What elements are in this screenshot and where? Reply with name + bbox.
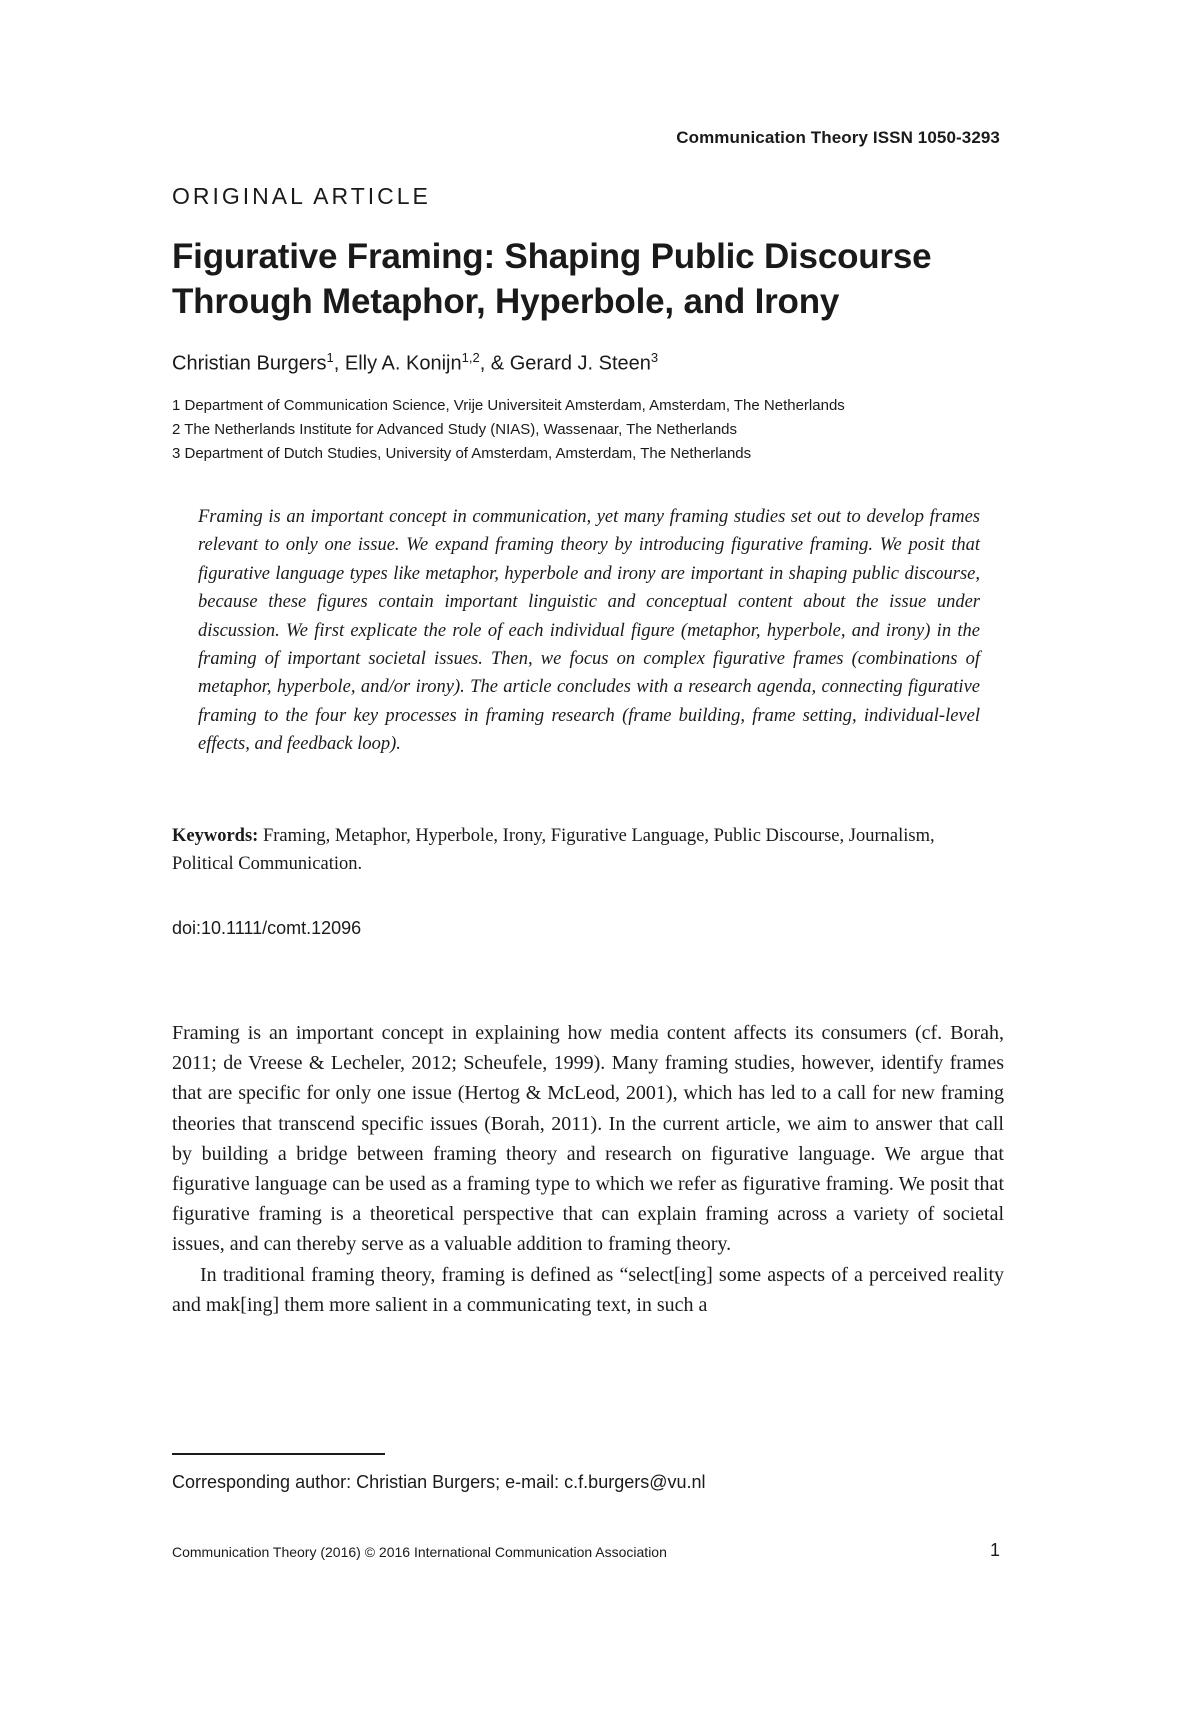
abstract: Framing is an important concept in communication, yet many framing studies set out to develop frames relevant to only one issue. We expand framing theory by introducing figurative framing. We posit that figurative language types like metaphor, hyperbole and irony are important in shaping public discourse, because these figures contain important linguistic and conceptual content about the issue under discussion. We first explicate the role of each individual figure (metaphor, hyperbole, and irony) in the framing of important societal issues. Then, we focus on complex figurative frames (combinations of metaphor, hyperbole, and/or irony). The article concludes with a research agenda, connecting figurative framing to the four key processes in framing research (frame building, frame setting, individual-level effects, and feedback loop).: [198, 507, 980, 755]
footer-citation: Communication Theory (2016) © 2016 International Communication Association: [172, 1544, 667, 1560]
affiliation: 2 The Netherlands Institute for Advanced Study (NIAS), Wassenaar, The Netherlands: [172, 421, 738, 438]
page-number: 1: [989, 1540, 1000, 1560]
body-text: [172, 1018, 1004, 1320]
author-name: Christian Burgers: [172, 352, 327, 375]
keywords-list: Framing, Metaphor, Hyperbole, Irony, Figurative Language, Public Discourse, Journalism, Political Communication.: [172, 826, 935, 874]
journal-header: Communication Theory ISSN 1050-3293: [676, 128, 1000, 147]
author-affiliation-marker: 1,2: [461, 350, 480, 365]
author-name: Gerard J. Steen: [509, 352, 651, 375]
affiliation: 1 Department of Communication Science, Vrije Universiteit Amsterdam, Amsterdam, The Netherlands: [172, 397, 845, 414]
body-paragraph: In traditional framing theory, framing is defined as “select[ing] some aspects of a perceived reality and mak[ing] them more salient in a communicating text, in such a: [172, 1263, 1004, 1316]
author-separator: , &: [479, 352, 510, 375]
footnote-divider: [172, 1453, 385, 1455]
author-separator: ,: [333, 352, 345, 375]
doi-link[interactable]: doi:10.1111/comt.12096: [172, 918, 362, 938]
author-affiliation-marker: 1: [326, 350, 334, 365]
author-list: [172, 350, 658, 376]
affiliation: 3 Department of Dutch Studies, University of Amsterdam, Amsterdam, The Netherlands: [172, 445, 752, 462]
keywords: [172, 822, 982, 878]
affiliation-list: [172, 394, 1032, 466]
author-name: Elly A. Konijn: [344, 352, 462, 375]
author-affiliation-marker: 3: [650, 350, 659, 365]
article-title: Figurative Framing: Shaping Public Discourse Through Metaphor, Hyperbole, and Irony: [172, 237, 932, 321]
corresponding-author-footnote: Corresponding author: Christian Burgers; e-mail: c.f.burgers@vu.nl: [172, 1472, 706, 1492]
body-paragraph: Framing is an important concept in explaining how media content affects its consumers (cf. Borah, 2011; de Vreese & Lecheler, 2012; Scheufele, 1999). Many framing studies, however, identify frames that are specific for only one issue (Hertog & McLeod, 2001), which has led to a call for new framing theories that transcend specific issues (Borah, 2011). In the current article, we aim to answer that call by building a bridge between framing theory and research on figurative language. We argue that figurative language can be used as a framing type to which we refer as figurative framing. We posit that figurative framing is a theoretical perspective that can explain framing across a variety of societal issues, and can thereby serve as a valuable addition to framing theory.: [172, 1022, 1004, 1256]
keywords-label: Keywords:: [172, 826, 259, 846]
article-type: ORIGINAL ARTICLE: [172, 183, 431, 209]
